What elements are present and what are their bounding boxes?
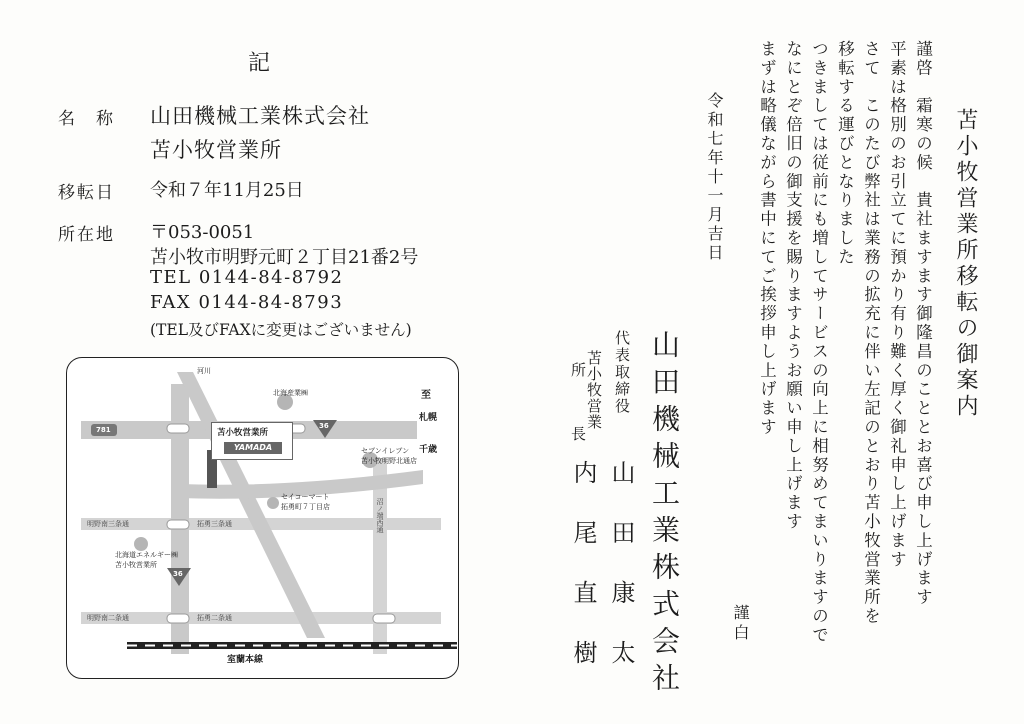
sapporo-label: 札幌 xyxy=(419,413,438,423)
branch-title-line2: 所 長 xyxy=(569,362,587,442)
name-label: 名 称 xyxy=(58,109,115,129)
fax-number: FAX 0144-84-8793 xyxy=(150,292,344,313)
hokkaido-energy-branch-label: 苫小牧営業所 xyxy=(115,561,157,569)
address-label: 所在地 xyxy=(58,225,115,245)
company-name: 山田機械工業株式会社 xyxy=(150,104,370,128)
letter-line-5: つきましては従前にも増してサービスの向上に相努めてまいりますので xyxy=(809,40,829,645)
seven-eleven-branch-label: 苫小牧明野北通店 xyxy=(361,457,417,465)
seicomart-branch-label: 拓勇町７丁目店 xyxy=(281,503,330,511)
letter-line-3: さて このたび弊社は業務の拡充に伴い左記のとおり苫小牧営業所を xyxy=(861,40,881,626)
marker-name: 苫小牧営業所 xyxy=(217,428,269,438)
hokkaido-energy-label: 北海道エネルギー㈱ xyxy=(115,551,178,559)
chitose-label: 千歳 xyxy=(419,445,438,455)
closing-kinpaku: 謹白 xyxy=(731,604,750,644)
moving-date-label: 移転日 xyxy=(58,183,115,203)
letter-line-2: 平素は格別のお引立てに預かり有り難く厚く御礼申し上げます xyxy=(887,40,907,570)
branch-manager-name: 内尾直樹 xyxy=(569,460,597,700)
letter-line-4: 移転する運びとなりました xyxy=(835,40,855,267)
river-label: 河川 xyxy=(197,367,211,375)
road-vertical-label: 沼ノ端西通 xyxy=(376,498,384,533)
seven-eleven-label: セブンイレブン xyxy=(361,447,410,455)
railway-label: 室蘭本線 xyxy=(227,655,264,665)
route-781-label: 781 xyxy=(96,426,111,434)
road-takuyu3-label: 拓勇三条通 xyxy=(197,520,232,528)
representative-title: 代表取締役 xyxy=(613,330,631,415)
letter-title: 苫小牧営業所移転の御案内 xyxy=(953,108,978,420)
road-akeno2-label: 明野南二条通 xyxy=(87,614,129,622)
address: 苫小牧市明野元町２丁目21番2号 xyxy=(150,247,419,268)
road-akeno3-label: 明野南三条通 xyxy=(87,520,129,528)
location-map xyxy=(66,357,459,679)
postal-code: 〒053-0051 xyxy=(150,222,255,243)
branch-location-marker xyxy=(211,422,293,460)
letter-line-6: なにとぞ倍旧の御支援を賜りますようお願い申し上げます xyxy=(783,40,803,532)
route-36-bottom-label: 36 xyxy=(173,570,183,578)
notice-heading: 記 xyxy=(248,51,275,76)
route-36-top-label: 36 xyxy=(319,422,329,430)
map-roads xyxy=(67,358,458,678)
phone-note: (TEL及びFAXに変更はございません) xyxy=(150,321,412,339)
hokkai-sangyo-label: 北海産業㈱ xyxy=(273,389,308,397)
yamada-logo: YAMADA xyxy=(224,442,282,454)
branch-title-line1: 苫小牧営業 xyxy=(585,350,603,430)
tel-number: TEL 0144-84-8792 xyxy=(150,267,344,288)
letter-line-1: 謹啓 霜寒の候 貴社ますます御隆昌のこととお喜び申し上げます xyxy=(913,40,933,607)
road-takuyu2-label: 拓勇二条通 xyxy=(197,614,232,622)
branch-name: 苫小牧営業所 xyxy=(150,138,282,162)
to-label: 至 xyxy=(421,390,431,401)
letter-date: 令和七年十一月吉日 xyxy=(705,92,724,263)
seicomart-label: セイコーマート xyxy=(281,493,330,501)
representative-name: 山田康太 xyxy=(607,460,635,700)
sender-company: 山田機械工業株式会社 xyxy=(648,330,681,700)
letter-line-7: まずは略儀ながら書中にてご挨拶申し上げます xyxy=(757,40,777,437)
moving-date-value: 令和７年11月25日 xyxy=(150,180,304,201)
